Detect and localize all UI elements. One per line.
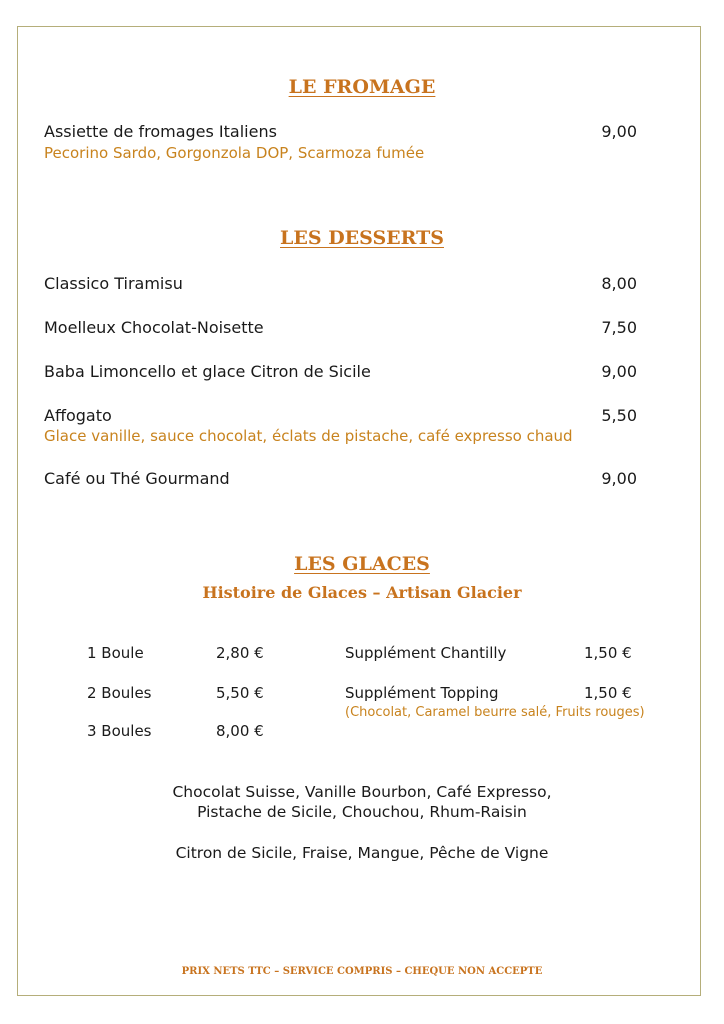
portion-price: 8,00 € bbox=[216, 722, 264, 740]
portion-label: 2 Boules bbox=[87, 684, 152, 702]
menu-item-name: Moelleux Chocolat-Noisette bbox=[44, 318, 264, 337]
menu-item-name: Baba Limoncello et glace Citron de Sicile bbox=[44, 362, 371, 381]
portion-label: 3 Boules bbox=[87, 722, 152, 740]
portion-price: 2,80 € bbox=[216, 644, 264, 662]
menu-item-price: 9,00 bbox=[601, 362, 637, 381]
menu-item-price: 5,50 bbox=[601, 406, 637, 425]
supplement-label: Supplément Chantilly bbox=[345, 644, 507, 662]
section-subtitle-glaces: Histoire de Glaces – Artisan Glacier bbox=[202, 583, 522, 602]
menu-item-price: 7,50 bbox=[601, 318, 637, 337]
menu-item-price: 8,00 bbox=[601, 274, 637, 293]
menu-item-description: Glace vanille, sauce chocolat, éclats de pistache, café expresso chaud bbox=[44, 427, 573, 445]
section-title-desserts: LES DESSERTS bbox=[280, 227, 444, 249]
menu-item-name: Assiette de fromages Italiens bbox=[44, 122, 277, 141]
flavors-line: Chocolat Suisse, Vanille Bourbon, Café Expresso, bbox=[172, 783, 552, 801]
menu-item-price: 9,00 bbox=[601, 469, 637, 488]
menu-item-name: Affogato bbox=[44, 406, 112, 425]
menu-item-price: 9,00 bbox=[601, 122, 637, 141]
menu-item-name: Café ou Thé Gourmand bbox=[44, 469, 230, 488]
menu-item-description: Pecorino Sardo, Gorgonzola DOP, Scarmoza fumée bbox=[44, 144, 425, 162]
portion-label: 1 Boule bbox=[87, 644, 144, 662]
sorbets-line: Citron de Sicile, Fraise, Mangue, Pêche de Vigne bbox=[175, 844, 549, 862]
menu-item-name: Classico Tiramisu bbox=[44, 274, 183, 293]
section-title-fromage: LE FROMAGE bbox=[288, 76, 436, 98]
footer-note: PRIX NETS TTC – SERVICE COMPRIS – CHEQUE NON ACCEPTE bbox=[181, 966, 543, 977]
supplement-label: Supplément Topping bbox=[345, 684, 499, 702]
supplement-note: (Chocolat, Caramel beurre salé, Fruits rouges) bbox=[345, 705, 645, 720]
supplement-price: 1,50 € bbox=[584, 644, 632, 662]
flavors-line: Pistache de Sicile, Chouchou, Rhum-Raisin bbox=[197, 803, 527, 821]
supplement-price: 1,50 € bbox=[584, 684, 632, 702]
portion-price: 5,50 € bbox=[216, 684, 264, 702]
section-title-glaces: LES GLACES bbox=[294, 553, 430, 575]
